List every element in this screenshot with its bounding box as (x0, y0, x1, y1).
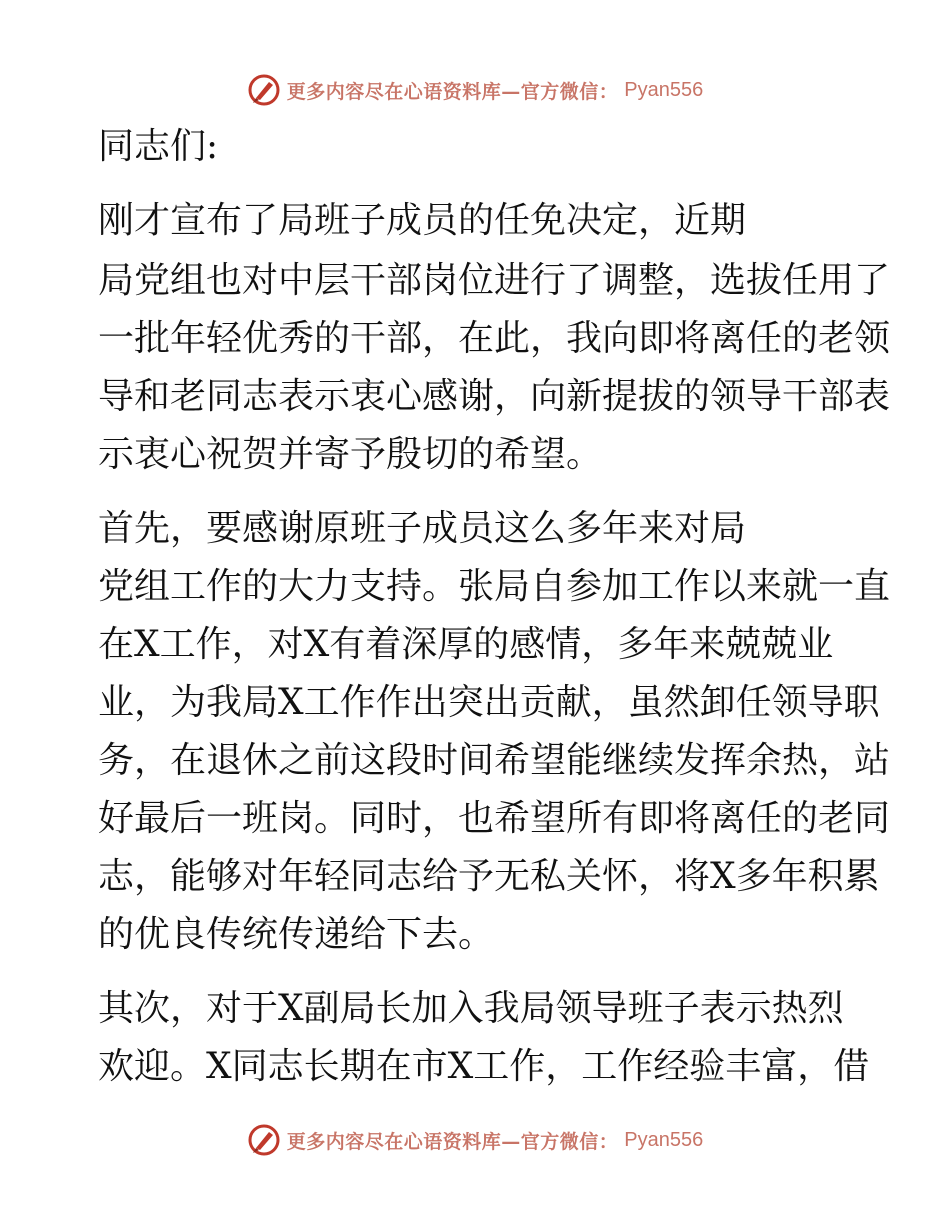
paragraph-line: 示衷心祝贺并寄予殷切的希望。 (98, 434, 603, 475)
quill-logo-icon (247, 1123, 281, 1157)
paragraph-line: 党组工作的大力支持。张局自参加工作以来就一直 (98, 566, 891, 607)
paragraph-line: 好最后一班岗。同时，也希望所有即将离任的老同 (98, 798, 891, 839)
paragraph-line: 刚才宣布了局班子成员的任免决定，近期 (98, 200, 747, 241)
paragraph-line: 欢迎。X同志长期在市X工作，工作经验丰富，借 (98, 1046, 870, 1087)
header-watermark (0, 70, 950, 110)
watermark-handle: Pyan556 (624, 78, 704, 101)
paragraph-line: 志，能够对年轻同志给予无私关怀，将X多年积累 (98, 856, 880, 897)
paragraph-line: 局党组也对中层干部岗位进行了调整，选拔任用了 (98, 260, 891, 301)
paragraph-line: 其次，对于X副局长加入我局领导班子表示热烈 (98, 988, 844, 1029)
footer-watermark (0, 1120, 950, 1160)
paragraph-line: 一批年轻优秀的干部，在此，我向即将离任的老领 (98, 318, 891, 359)
paragraph-line: 业，为我局X工作作出突出贡献，虽然卸任领导职 (98, 682, 880, 723)
paragraph-line: 务，在退休之前这段时间希望能继续发挥余热，站 (98, 740, 891, 781)
salutation: 同志们: (98, 126, 219, 167)
paragraph-line: 在X工作，对X有着深厚的感情，多年来兢兢业 (98, 624, 834, 665)
paragraph-line: 导和老同志表示衷心感谢，向新提拔的领导干部表 (98, 376, 891, 417)
paragraph-line: 首先，要感谢原班子成员这么多年来对局 (98, 508, 747, 549)
paragraph-line: 的优良传统传递给下去。 (98, 914, 495, 955)
watermark-text: 更多内容尽在心语资料库—官方微信： (286, 1130, 619, 1153)
quill-logo-icon (247, 73, 281, 107)
watermark-text: 更多内容尽在心语资料库—官方微信： (286, 80, 619, 103)
watermark-handle: Pyan556 (624, 1128, 704, 1151)
